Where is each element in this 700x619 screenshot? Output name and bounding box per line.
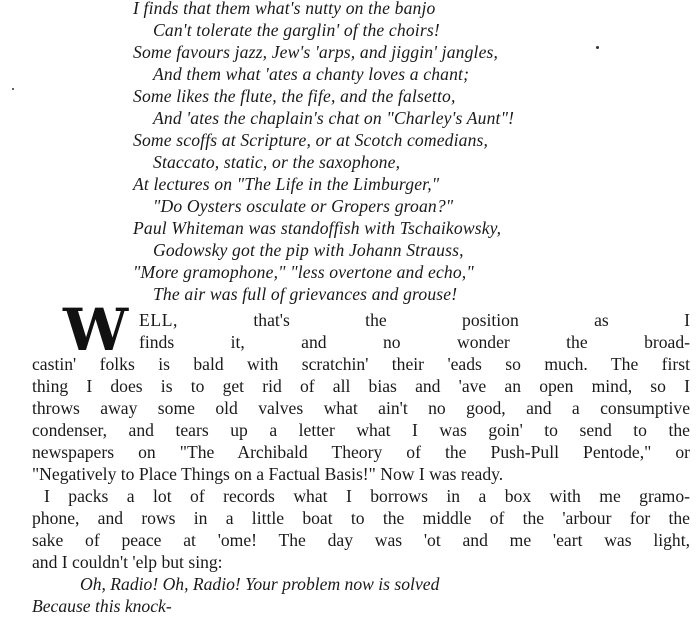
prose-line: and I couldn't 'elp but sing: [32, 552, 223, 572]
verse-line: The air was full of grievances and grouse! [153, 284, 458, 304]
verse-line: Some favours jazz, Jew's 'arps, and jiggin' jangles, [133, 42, 499, 62]
verse-line: Some scoffs at Scripture, or at Scotch comedians, [133, 130, 489, 150]
verse-line: Staccato, static, or the saxophone, [153, 152, 401, 172]
prose-line: finds it, and no wonder the broad- [139, 332, 690, 352]
verse-line: Godowsky got the pip with Johann Strauss, [153, 240, 464, 260]
verse-line: "Do Oysters osculate or Gropers groan?" [153, 196, 454, 216]
verse-line: And 'ates the chaplain's chat on "Charley's Aunt"! [153, 108, 515, 128]
song-line: Oh, Radio! Oh, Radio! Your problem now is solved [80, 574, 440, 594]
prose-line-text: that's the position as I [178, 310, 690, 330]
verse-line: I finds that them what's nutty on the banjo [133, 0, 436, 18]
prose-line: throws away some old valves what ain't no good, and a consumptive [32, 398, 690, 418]
prose-line: newspapers on "The Archibald Theory of the Push-Pull Pentode," or [32, 442, 690, 462]
verse-line: At lectures on "The Life in the Limburger," [133, 174, 440, 194]
verse-line: Paul Whiteman was standoffish with Tschaikowsky, [133, 218, 502, 238]
verse-line: Some likes the flute, the fife, and the falsetto, [133, 86, 456, 106]
drop-cap-word-rest: ELL, [139, 310, 179, 330]
drop-cap-letter: W [63, 296, 129, 364]
verse-line: And them what 'ates a chanty loves a chant; [153, 64, 470, 84]
verse-line: Can't tolerate the garglin' of the choirs! [153, 20, 440, 40]
prose-line: I packs a lot of records what I borrows in a box with me gramo- [44, 486, 690, 506]
prose-line: "Negatively to Place Things on a Factual Basis!" Now I was ready. [32, 464, 504, 484]
ink-speck [12, 88, 14, 90]
ink-speck [596, 46, 599, 49]
prose-line: condenser, and tears up a letter what I was goin' to send to the [32, 420, 690, 440]
song-line: Because this knock- [32, 596, 172, 616]
verse-line: "More gramophone," "less overtone and echo," [133, 262, 474, 282]
prose-line: thing I does is to get rid of all bias and 'ave an open mind, so I [32, 376, 690, 396]
prose-line: sake of peace at 'ome! The day was 'ot and me 'eart was light, [32, 530, 690, 550]
prose-line: phone, and rows in a little boat to the middle of the 'arbour for the [32, 508, 690, 528]
prose-line [139, 310, 690, 331]
prose-line: castin' folks is bald with scratchin' their 'eads so much. The first [32, 354, 690, 374]
